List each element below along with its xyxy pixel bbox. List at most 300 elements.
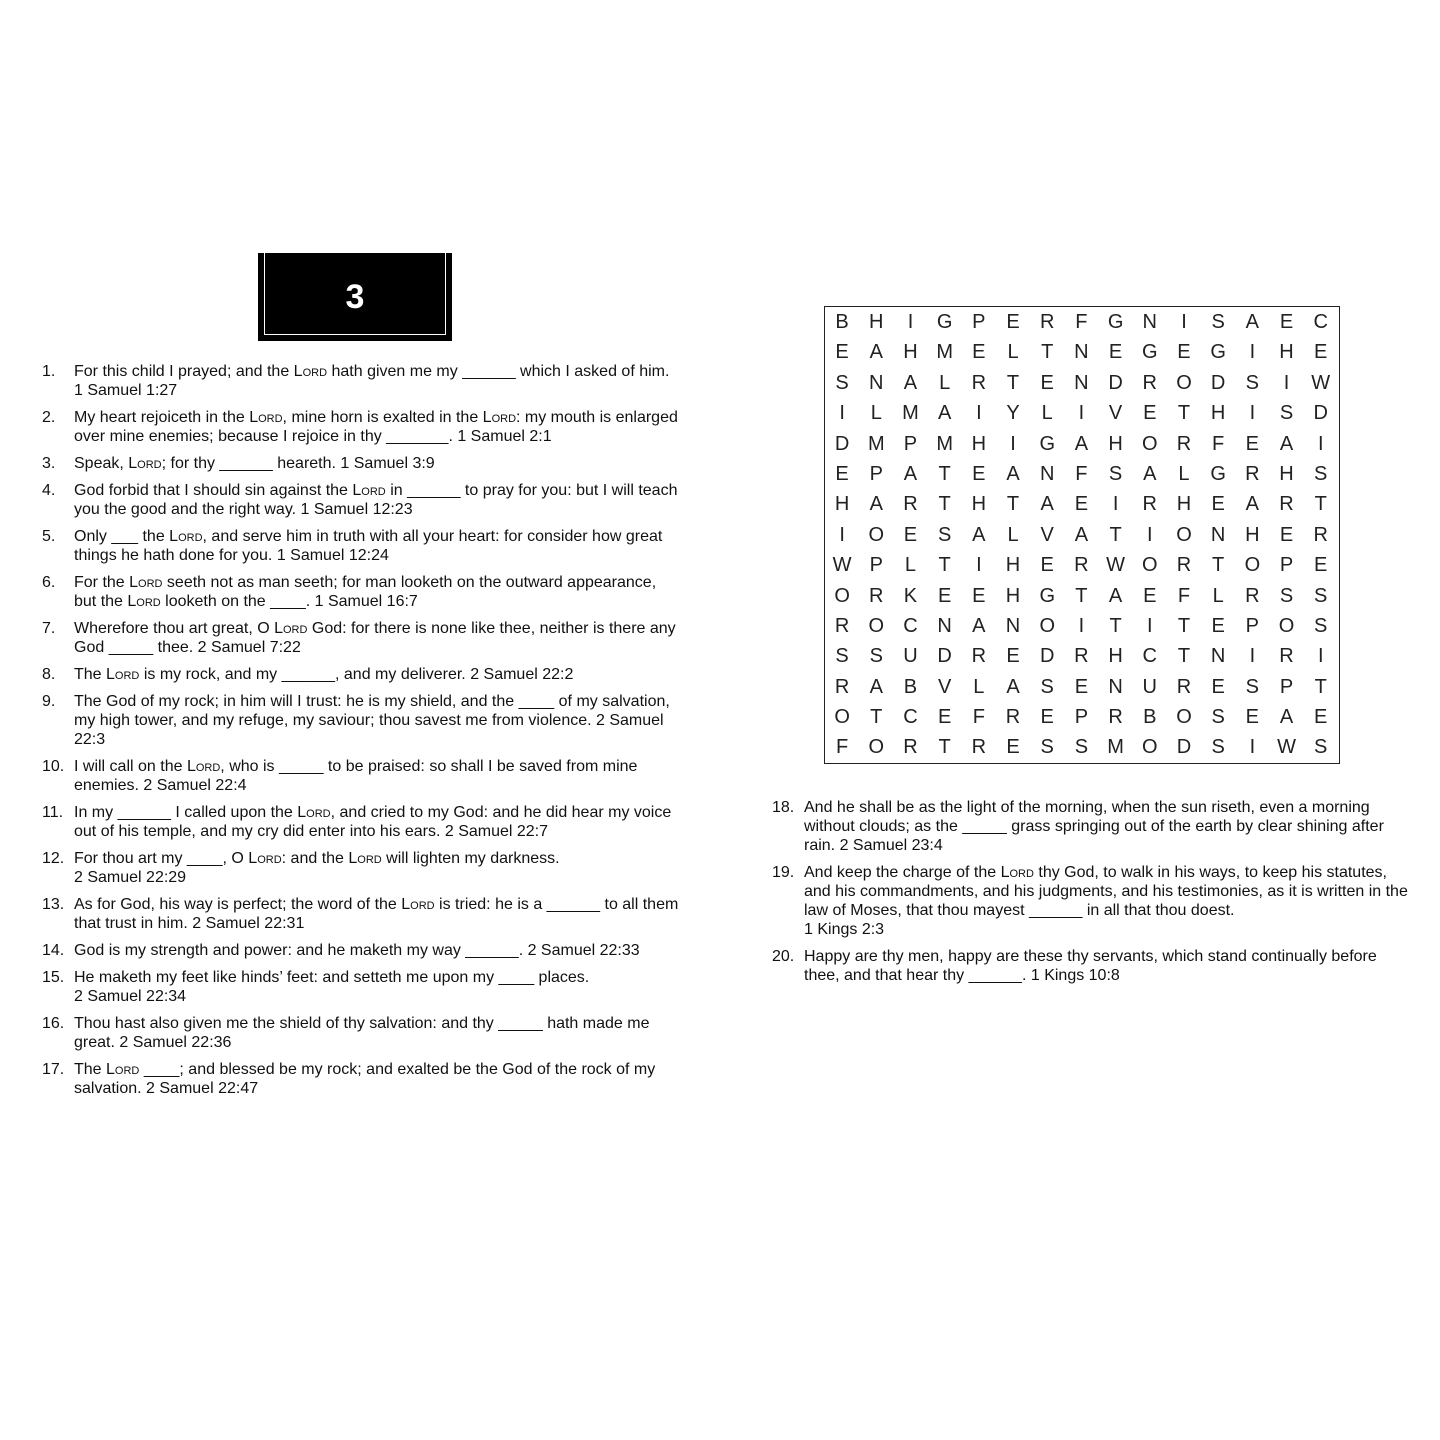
grid-letter: I	[1249, 645, 1256, 668]
grid-letter: N	[869, 371, 884, 394]
clue-number: 13.	[42, 896, 65, 913]
clue-text: In my ______ I called upon the Lord, and cried to my God: and he did hear my voice out of his temple, and my cry did enter into his ears. 2 Samuel 22:7	[74, 804, 672, 840]
grid-letter: T	[1006, 371, 1020, 394]
grid-letter: U	[1142, 675, 1157, 698]
clue-item	[42, 481, 682, 519]
clue-item	[42, 895, 682, 933]
clue-item	[42, 1060, 682, 1098]
grid-letter: Y	[1006, 402, 1020, 425]
grid-letter: D	[1176, 736, 1192, 759]
grid-letter: T	[938, 736, 951, 759]
grid-row	[825, 732, 1339, 762]
clue-number: 17.	[42, 1061, 65, 1078]
grid-letter: G	[1039, 432, 1055, 455]
grid-letter: L	[973, 675, 985, 698]
grid-row	[825, 520, 1339, 550]
grid-letter: D	[1108, 371, 1123, 394]
grid-letter: L	[904, 554, 917, 577]
grid-letter: R	[1108, 706, 1123, 729]
grid-letter: M	[1107, 736, 1124, 759]
grid-letter: A	[1006, 675, 1020, 698]
grid-letter: F	[835, 736, 849, 759]
clue-list-left	[42, 362, 682, 1106]
grid-letter: A	[903, 371, 918, 394]
clue-item	[42, 527, 682, 565]
grid-letter: O	[868, 614, 885, 637]
grid-letter: E	[972, 584, 986, 607]
grid-letter: A	[869, 675, 883, 698]
clue-text: Thou hast also given me the shield of thy salvation: and thy _____ hath made me great. 2 Samuel 22:36	[74, 1015, 650, 1051]
grid-row	[825, 611, 1339, 641]
grid-letter: A	[1245, 311, 1260, 333]
grid-letter: R	[1142, 493, 1157, 516]
grid-letter: R	[1005, 706, 1021, 729]
grid-letter: D	[1210, 371, 1226, 394]
grid-letter: P	[1279, 554, 1294, 577]
clue-item	[42, 619, 682, 657]
grid-row	[825, 581, 1339, 611]
grid-letter: L	[870, 402, 882, 425]
grid-letter: H	[869, 311, 884, 333]
puzzle-number-box	[258, 253, 452, 341]
grid-letter: E	[1006, 736, 1020, 759]
grid-letter: E	[1211, 675, 1225, 698]
grid-letter: E	[835, 341, 849, 364]
grid-letter: I	[1317, 645, 1324, 668]
grid-letter: G	[1210, 341, 1226, 364]
grid-letter: H	[1176, 493, 1192, 516]
grid-letter: I	[1147, 614, 1153, 637]
grid-letter: S	[937, 523, 952, 546]
grid-letter: P	[972, 311, 986, 333]
clue-number: 11.	[42, 804, 64, 821]
grid-letter: S	[1314, 584, 1328, 607]
grid-letter: A	[1245, 493, 1260, 516]
clue-number: 19.	[772, 864, 795, 881]
grid-letter: R	[1176, 554, 1192, 577]
grid-letter: A	[1108, 584, 1123, 607]
grid-letter: I	[1010, 432, 1016, 455]
grid-letter: D	[1313, 402, 1328, 425]
grid-letter: E	[1006, 645, 1020, 668]
grid-letter: U	[903, 645, 918, 668]
grid-letter: T	[1314, 675, 1327, 698]
grid-letter: C	[903, 614, 918, 637]
grid-letter: E	[1314, 341, 1328, 364]
grid-letter: E	[1108, 341, 1123, 364]
grid-row	[825, 368, 1339, 398]
grid-letter: H	[1245, 523, 1260, 546]
grid-letter: S	[1040, 736, 1054, 759]
grid-letter: R	[1176, 675, 1192, 698]
grid-letter: T	[1075, 584, 1088, 607]
grid-letter: R	[1245, 462, 1260, 485]
grid-letter: L	[1178, 462, 1190, 485]
grid-letter: E	[835, 462, 849, 485]
grid-letter: R	[1279, 493, 1294, 516]
grid-letter: O	[868, 736, 885, 759]
grid-letter: T	[1314, 493, 1327, 516]
grid-letter: A	[972, 523, 986, 546]
grid-row	[825, 429, 1339, 459]
grid-letter: A	[1143, 462, 1157, 485]
grid-letter: L	[939, 371, 951, 394]
grid-row	[825, 398, 1339, 428]
grid-letter: N	[937, 614, 952, 637]
grid-letter: H	[1108, 645, 1123, 668]
grid-letter: R	[834, 614, 850, 637]
grid-letter: A	[1074, 432, 1089, 455]
clue-item	[772, 947, 1412, 985]
grid-letter: S	[1040, 675, 1054, 698]
grid-letter: S	[835, 645, 849, 668]
grid-letter: B	[903, 675, 918, 698]
grid-letter: S	[1074, 736, 1089, 759]
grid-row	[825, 672, 1339, 702]
grid-letter: H	[1108, 432, 1123, 455]
clue-item	[42, 968, 682, 1006]
grid-letter: A	[869, 341, 883, 364]
grid-letter: F	[1212, 432, 1225, 455]
grid-letter: E	[1245, 706, 1260, 729]
grid-letter: I	[839, 523, 845, 546]
grid-letter: B	[1143, 706, 1157, 729]
grid-letter: V	[937, 675, 952, 698]
grid-letter: O	[868, 523, 885, 546]
grid-letter: S	[1279, 584, 1294, 607]
grid-letter: T	[1177, 402, 1191, 425]
grid-letter: O	[1176, 706, 1192, 729]
grid-letter: F	[1075, 462, 1088, 485]
grid-letter: S	[1314, 736, 1328, 759]
clue-text: For thou art my ____, O Lord: and the Lord will lighten my darkness. 2 Samuel 22:29	[74, 850, 560, 886]
grid-letter: N	[1210, 645, 1226, 668]
grid-letter: E	[1074, 493, 1089, 516]
grid-letter: T	[1212, 554, 1225, 577]
grid-letter: T	[1006, 493, 1020, 516]
grid-letter: N	[1074, 341, 1089, 364]
grid-letter: E	[1074, 675, 1089, 698]
grid-letter: H	[1005, 554, 1021, 577]
clue-item	[42, 454, 682, 473]
grid-letter: A	[1279, 706, 1294, 729]
clue-number: 6.	[42, 574, 56, 591]
grid-letter: R	[1039, 311, 1055, 333]
grid-letter: P	[1279, 675, 1294, 698]
grid-letter: E	[1040, 706, 1054, 729]
grid-letter: E	[1279, 523, 1294, 546]
grid-letter: P	[869, 554, 883, 577]
grid-letter: D	[834, 432, 850, 455]
clue-text: He maketh my feet like hinds’ feet: and setteth me upon my ____ places. 2 Samuel 22:34	[74, 969, 590, 1005]
grid-letter: S	[1279, 402, 1294, 425]
grid-letter: R	[971, 371, 987, 394]
grid-letter: W	[1277, 736, 1296, 759]
grid-letter: E	[1177, 341, 1191, 364]
grid-letter: V	[1108, 402, 1123, 425]
clue-text: And he shall be as the light of the morning, when the sun riseth, even a morning without clouds; as the _____ grass springing out of the earth by clear shining after rain. 2 Samuel 23:4	[804, 799, 1384, 854]
clue-item	[772, 863, 1412, 939]
grid-letter: T	[938, 462, 951, 485]
grid-letter: B	[835, 311, 849, 333]
grid-letter: M	[936, 341, 953, 364]
grid-letter: H	[1279, 462, 1294, 485]
clue-number: 20.	[772, 948, 795, 965]
grid-letter: D	[937, 645, 952, 668]
clue-number: 4.	[42, 482, 56, 499]
grid-letter: E	[1143, 584, 1157, 607]
grid-letter: R	[1176, 432, 1192, 455]
grid-letter: G	[1142, 341, 1158, 364]
grid-letter: A	[937, 402, 952, 425]
grid-letter: H	[834, 493, 850, 516]
grid-letter: N	[1074, 371, 1089, 394]
grid-letter: M	[936, 432, 953, 455]
clue-number: 7.	[42, 620, 56, 637]
grid-row	[825, 641, 1339, 671]
grid-letter: V	[1040, 523, 1054, 546]
grid-letter: O	[1142, 432, 1158, 455]
grid-letter: P	[903, 432, 918, 455]
grid-letter: F	[972, 706, 985, 729]
grid-letter: S	[1211, 311, 1225, 333]
grid-letter: E	[1211, 614, 1225, 637]
grid-letter: L	[1007, 523, 1019, 546]
grid-letter: C	[1313, 311, 1328, 333]
clue-text: Wherefore thou art great, O Lord God: for there is none like thee, neither is there any God _____ thee. 2 Samuel 7:22	[74, 620, 676, 656]
grid-letter: N	[1210, 523, 1226, 546]
clue-text: Only ___ the Lord, and serve him in truth with all your heart: for consider how great things he hath done for you. 1 Samuel 12:24	[74, 528, 663, 564]
grid-letter: R	[903, 493, 918, 516]
clue-number: 2.	[42, 409, 56, 426]
grid-letter: M	[902, 402, 919, 425]
grid-letter: P	[1074, 706, 1089, 729]
grid-letter: P	[1245, 614, 1260, 637]
grid-letter: I	[1317, 432, 1324, 455]
clue-item	[42, 757, 682, 795]
grid-letter: E	[903, 523, 918, 546]
grid-letter: A	[1040, 493, 1054, 516]
grid-letter: I	[1181, 311, 1187, 333]
grid-letter: E	[1040, 371, 1054, 394]
grid-row	[825, 702, 1339, 732]
clue-text: Happy are thy men, happy are these thy servants, which stand continually before thee, and that hear thy ______. 1 Kings 10:8	[804, 948, 1377, 984]
grid-letter: R	[834, 675, 850, 698]
clue-item	[42, 1014, 682, 1052]
clue-number: 10.	[42, 758, 65, 775]
grid-letter: O	[1176, 371, 1192, 394]
grid-letter: R	[1074, 645, 1089, 668]
grid-letter: S	[1314, 614, 1328, 637]
grid-letter: R	[1245, 584, 1260, 607]
grid-letter: I	[976, 554, 982, 577]
grid-letter: O	[1176, 523, 1192, 546]
clue-item	[42, 941, 682, 960]
grid-letter: R	[1313, 523, 1328, 546]
grid-letter: I	[976, 402, 982, 425]
grid-letter: S	[1211, 736, 1225, 759]
grid-row	[825, 307, 1339, 337]
grid-letter: R	[903, 736, 918, 759]
clue-number: 16.	[42, 1015, 65, 1032]
grid-letter: E	[1314, 706, 1328, 729]
grid-letter: R	[1142, 371, 1157, 394]
clue-text: Speak, Lord; for thy ______ heareth. 1 Samuel 3:9	[74, 455, 435, 472]
clue-item	[42, 408, 682, 446]
grid-letter: L	[1041, 402, 1053, 425]
grid-letter: E	[1006, 311, 1020, 333]
clue-number: 18.	[772, 799, 795, 816]
grid-letter: C	[1142, 645, 1157, 668]
clue-number: 12.	[42, 850, 65, 867]
clue-text: As for God, his way is perfect; the word of the Lord is tried: he is a ______ to all them that trust in him. 2 Samuel 22:31	[74, 896, 679, 932]
clue-item	[42, 692, 682, 749]
grid-letter: A	[903, 462, 918, 485]
grid-letter: A	[1074, 523, 1089, 546]
clue-number: 8.	[42, 666, 56, 683]
grid-letter: E	[1314, 554, 1328, 577]
grid-letter: I	[1112, 493, 1119, 516]
grid-letter: O	[1278, 614, 1295, 637]
grid-letter: L	[1212, 584, 1224, 607]
grid-letter: S	[1245, 371, 1260, 394]
clue-item	[42, 803, 682, 841]
clue-text: God forbid that I should sin against the Lord in ______ to pray for you: but I will teach you the good and the right way. 1 Samuel 12:23	[74, 482, 678, 518]
clue-text: The Lord is my rock, and my ______, and my deliverer. 2 Samuel 22:2	[74, 666, 574, 683]
clue-text: For the Lord seeth not as man seeth; for man looketh on the outward appearance, but the Lord looketh on the ____. 1 Samuel 16:7	[74, 574, 657, 610]
clue-number: 15.	[42, 969, 65, 986]
grid-letter: O	[834, 706, 850, 729]
grid-letter: I	[1249, 341, 1256, 364]
grid-letter: G	[936, 311, 953, 333]
grid-letter: F	[1075, 311, 1088, 333]
grid-row	[825, 550, 1339, 580]
grid-letter: S	[869, 645, 883, 668]
grid-letter: E	[1245, 432, 1260, 455]
grid-letter: S	[1108, 462, 1123, 485]
grid-letter: R	[869, 584, 884, 607]
grid-letter: I	[1283, 371, 1290, 394]
clue-text: The Lord ____; and blessed be my rock; and exalted be the God of the rock of my salvation. 2 Samuel 22:47	[74, 1061, 656, 1097]
grid-row	[825, 459, 1339, 489]
grid-letter: W	[832, 554, 852, 577]
grid-letter: H	[1210, 402, 1226, 425]
grid-letter: I	[1078, 402, 1085, 425]
grid-letter: L	[1007, 341, 1019, 364]
grid-letter: R	[1074, 554, 1089, 577]
grid-letter: E	[937, 706, 952, 729]
grid-letter: T	[1177, 614, 1191, 637]
grid-letter: K	[903, 584, 918, 607]
clue-item	[42, 849, 682, 887]
grid-letter: E	[1040, 554, 1054, 577]
grid-letter: I	[1078, 614, 1085, 637]
clue-text: The God of my rock; in him will I trust: he is my shield, and the ____ of my salvation, my high tower, and my refuge, my saviour; thou savest me from violence. 2 Samuel 22:3	[74, 693, 670, 748]
grid-letter: A	[972, 614, 986, 637]
grid-letter: S	[1211, 706, 1225, 729]
grid-letter: S	[1245, 675, 1260, 698]
grid-letter: F	[1177, 584, 1191, 607]
grid-letter: R	[971, 736, 987, 759]
grid-letter: D	[1039, 645, 1055, 668]
grid-row	[825, 337, 1339, 367]
grid-letter: T	[938, 554, 951, 577]
grid-letter: E	[937, 584, 952, 607]
grid-letter: I	[1147, 523, 1153, 546]
grid-letter: N	[1108, 675, 1123, 698]
grid-letter: G	[1039, 584, 1055, 607]
clue-text: My heart rejoiceth in the Lord, mine horn is exalted in the Lord: my mouth is enlarged over mine enemies; because I rejoice in thy _______. 1 Samuel 2:1	[74, 409, 678, 445]
grid-letter: O	[1244, 554, 1261, 577]
grid-letter: W	[1106, 554, 1126, 577]
grid-letter: O	[834, 584, 850, 607]
grid-letter: E	[1279, 311, 1294, 333]
grid-letter: A	[1279, 432, 1294, 455]
clue-item	[42, 573, 682, 611]
clue-number: 14.	[42, 942, 65, 959]
grid-letter: O	[1142, 736, 1158, 759]
grid-letter: E	[972, 341, 986, 364]
grid-letter: I	[1249, 402, 1256, 425]
clue-text: For this child I prayed; and the Lord hath given me my ______ which I asked of him. 1 Samuel 1:27	[74, 363, 670, 399]
grid-letter: T	[938, 493, 951, 516]
grid-letter: H	[903, 341, 918, 364]
grid-letter: S	[1314, 462, 1328, 485]
grid-letter: H	[1005, 584, 1021, 607]
grid-row	[825, 489, 1339, 519]
grid-letter: S	[835, 371, 849, 394]
grid-letter: E	[1143, 402, 1157, 425]
clue-text: And keep the charge of the Lord thy God, to walk in his ways, to keep his statutes, and his commandments, and his judgments, and his testimonies, as it is written in the law of Moses, that thou mayest ______ in all that thou doest. 1 Kings 2:3	[804, 864, 1408, 938]
grid-letter: O	[1142, 554, 1158, 577]
clue-number: 5.	[42, 528, 56, 545]
clue-text: I will call on the Lord, who is _____ to be praised: so shall I be saved from mine enemies. 2 Samuel 22:4	[74, 758, 638, 794]
grid-letter: H	[971, 493, 987, 516]
clue-text: God is my strength and power: and he maketh my way ______. 2 Samuel 22:33	[74, 942, 640, 959]
grid-letter: N	[1039, 462, 1055, 485]
clue-number: 3.	[42, 455, 56, 472]
grid-letter: T	[1109, 614, 1122, 637]
grid-letter: I	[839, 402, 845, 425]
clue-number: 1.	[42, 363, 56, 380]
grid-letter: P	[869, 462, 883, 485]
clue-list-right	[772, 798, 1412, 993]
word-search-grid	[824, 306, 1340, 764]
grid-letter: T	[1109, 523, 1122, 546]
grid-letter: W	[1311, 371, 1331, 394]
grid-letter: A	[1006, 462, 1020, 485]
clue-item	[42, 665, 682, 684]
grid-letter: I	[907, 311, 914, 333]
grid-letter: I	[1249, 736, 1256, 759]
clue-item	[772, 798, 1412, 855]
grid-letter: E	[972, 462, 986, 485]
grid-letter: T	[1177, 645, 1191, 668]
grid-letter: M	[867, 432, 885, 455]
grid-letter: E	[1211, 493, 1225, 516]
clue-item	[42, 362, 682, 400]
clue-number: 9.	[42, 693, 56, 710]
grid-letter: R	[971, 645, 987, 668]
grid-letter: N	[1005, 614, 1021, 637]
grid-letter: R	[1279, 645, 1294, 668]
grid-letter: O	[1039, 614, 1055, 637]
grid-letter: A	[869, 493, 883, 516]
grid-letter: T	[870, 706, 883, 729]
grid-letter: T	[1041, 341, 1054, 364]
grid-letter: H	[1279, 341, 1294, 364]
grid-letter: G	[1210, 462, 1226, 485]
